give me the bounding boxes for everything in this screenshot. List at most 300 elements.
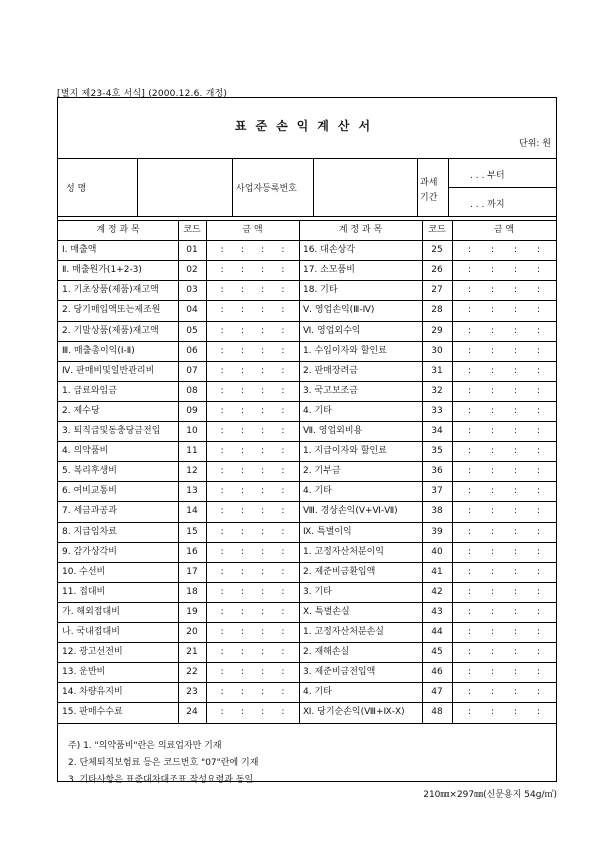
- amount-separator: :: [490, 526, 495, 537]
- amount-separator: :: [513, 506, 518, 517]
- amount-separator: :: [467, 486, 472, 497]
- divider: [57, 723, 557, 724]
- amount-separator: :: [467, 566, 472, 577]
- account-code: 06: [186, 345, 198, 356]
- amount-separator: :: [220, 325, 224, 336]
- amount-separator: :: [536, 566, 541, 577]
- amount-separator: :: [240, 566, 244, 577]
- amount-separator: :: [220, 405, 224, 416]
- note-line: 3. 기타사항은 표준대차대조표 작성요령과 동일: [68, 775, 254, 785]
- account-name: Ⅱ. 매출원가(1+2-3): [62, 265, 142, 276]
- amount-separator: :: [490, 667, 495, 678]
- amount-separator: :: [261, 526, 265, 537]
- account-code: 40: [431, 546, 443, 557]
- account-code: 18: [186, 586, 198, 597]
- amount-separator: :: [240, 707, 244, 718]
- divider: [206, 220, 207, 723]
- account-code: 44: [431, 627, 443, 637]
- account-code: 17: [186, 566, 198, 577]
- amount-separator: :: [281, 526, 285, 537]
- account-name: 9. 감가상각비: [62, 546, 117, 557]
- amount-separator: :: [240, 446, 244, 457]
- amount-separator: :: [490, 546, 495, 557]
- amount-separator: :: [536, 586, 541, 597]
- amount-separator: :: [220, 506, 224, 517]
- amount-separator: :: [281, 586, 285, 597]
- account-name: 1. 고정자산처분이익: [303, 546, 385, 557]
- amount-separator: :: [467, 707, 472, 718]
- amount-field: [458, 482, 550, 500]
- account-code: 30: [431, 345, 443, 356]
- account-code: 05: [186, 325, 198, 336]
- amount-separator: :: [536, 265, 541, 276]
- amount-field: [458, 462, 550, 480]
- amount-separator: :: [240, 285, 244, 296]
- account-header: 계 정 과 목: [96, 225, 140, 235]
- amount-field: [212, 523, 293, 541]
- amount-separator: :: [490, 265, 495, 276]
- amount-field: [458, 281, 550, 299]
- amount-field: [212, 462, 293, 480]
- amount-separator: :: [261, 506, 265, 517]
- account-header: 계 정 과 목: [338, 225, 383, 235]
- amount-separator: :: [513, 707, 518, 718]
- amount-separator: :: [490, 647, 495, 658]
- amount-field: [458, 583, 550, 601]
- account-name: 1. 고정자산처분손실: [303, 627, 385, 637]
- amount-field: [458, 502, 550, 520]
- amount-separator: :: [490, 566, 495, 577]
- code-header: 코드: [183, 225, 201, 235]
- amount-separator: :: [281, 265, 285, 276]
- account-code: 34: [431, 426, 443, 436]
- account-name: 3. 퇴직급및동충당금전입: [62, 426, 161, 436]
- account-code: 36: [431, 466, 443, 477]
- amount-separator: :: [281, 245, 285, 256]
- amount-separator: :: [281, 707, 285, 718]
- amount-separator: :: [240, 486, 244, 497]
- amount-separator: :: [513, 566, 518, 577]
- account-code: 33: [431, 405, 443, 416]
- amount-separator: :: [490, 345, 495, 356]
- amount-separator: :: [240, 606, 244, 617]
- amount-separator: :: [220, 426, 224, 436]
- amount-separator: :: [513, 546, 518, 557]
- amount-separator: :: [490, 466, 495, 477]
- amount-separator: :: [536, 325, 541, 336]
- account-name: 6. 여비교통비: [62, 486, 117, 497]
- amount-field: [458, 623, 550, 641]
- biz-no-label: 사업자등록번호: [236, 184, 297, 194]
- amount-separator: :: [281, 385, 285, 396]
- amount-separator: :: [281, 546, 285, 557]
- amount-field: [212, 382, 293, 400]
- amount-separator: :: [490, 285, 495, 296]
- amount-separator: :: [536, 526, 541, 537]
- amount-field: [458, 362, 550, 380]
- amount-separator: :: [490, 627, 495, 637]
- amount-separator: :: [240, 365, 244, 376]
- amount-separator: :: [536, 707, 541, 718]
- account-name: 15. 판매수수료: [62, 707, 123, 718]
- account-code: 04: [186, 305, 198, 316]
- amount-separator: :: [490, 486, 495, 497]
- amount-field: [212, 583, 293, 601]
- amount-field: [212, 603, 293, 621]
- account-code: 10: [186, 426, 198, 436]
- account-name: 2. 당기매입액또는제조원: [62, 305, 161, 316]
- amount-separator: :: [220, 345, 224, 356]
- amount-separator: :: [536, 305, 541, 316]
- account-code: 38: [431, 506, 443, 517]
- account-name: 1. 수입이자와 할인료: [303, 345, 387, 356]
- account-code: 02: [186, 265, 198, 276]
- amount-separator: :: [490, 245, 495, 256]
- amount-separator: :: [536, 667, 541, 678]
- notes: [68, 738, 258, 789]
- amount-separator: :: [220, 526, 224, 537]
- amount-separator: :: [513, 265, 518, 276]
- amount-field: [458, 422, 550, 440]
- amount-separator: :: [536, 687, 541, 698]
- account-code: 20: [186, 627, 198, 637]
- amount-separator: :: [281, 466, 285, 477]
- amount-separator: :: [281, 325, 285, 336]
- account-name: 12. 광고선전비: [62, 647, 123, 658]
- amount-field: [212, 442, 293, 460]
- period-label: 기간: [420, 193, 438, 203]
- account-code: 19: [186, 606, 198, 617]
- account-name: 16. 대손상각: [303, 245, 355, 256]
- paper-size-note: 210㎜×297㎜(신문용지 54g/㎡): [423, 790, 557, 800]
- code-header: 코드: [428, 225, 446, 235]
- amount-field: [458, 241, 550, 259]
- account-name: 5. 복리후생비: [62, 466, 117, 477]
- amount-separator: :: [513, 365, 518, 376]
- amount-separator: :: [240, 466, 244, 477]
- amount-separator: :: [536, 647, 541, 658]
- amount-separator: :: [536, 385, 541, 396]
- account-name: 11. 접대비: [62, 586, 106, 597]
- account-name: Ⅸ. 특별이익: [303, 526, 352, 537]
- amount-separator: :: [513, 245, 518, 256]
- account-code: 42: [431, 586, 443, 597]
- divider: [417, 158, 418, 216]
- amount-separator: :: [220, 365, 224, 376]
- account-code: 29: [431, 325, 443, 336]
- amount-separator: :: [513, 687, 518, 698]
- amount-separator: :: [281, 566, 285, 577]
- amount-separator: :: [467, 285, 472, 296]
- amount-separator: :: [467, 526, 472, 537]
- amount-separator: :: [281, 486, 285, 497]
- amount-separator: :: [467, 687, 472, 698]
- form-label: [별지 제23-4호 서식] (2000.12.6. 개정): [57, 89, 228, 99]
- amount-separator: :: [467, 305, 472, 316]
- amount-separator: :: [261, 687, 265, 698]
- amount-separator: :: [467, 466, 472, 477]
- amount-separator: :: [513, 405, 518, 416]
- amount-separator: :: [490, 305, 495, 316]
- amount-separator: :: [536, 365, 541, 376]
- page-title: 표준손익계산서: [234, 119, 380, 133]
- account-name: 3. 기타: [303, 586, 332, 597]
- account-code: 37: [431, 486, 443, 497]
- account-code: 46: [431, 667, 443, 678]
- amount-separator: :: [220, 606, 224, 617]
- amount-separator: :: [536, 486, 541, 497]
- amount-field: [212, 402, 293, 420]
- account-code: 21: [186, 647, 198, 658]
- account-name: 3. 제준비금전입액: [303, 667, 376, 678]
- amount-separator: :: [467, 606, 472, 617]
- period-from: . . . 부터: [470, 171, 505, 181]
- amount-separator: :: [467, 546, 472, 557]
- account-name: 2. 기말상품(제품)재고액: [62, 325, 159, 336]
- account-name: 8. 지급임차료: [62, 526, 117, 537]
- amount-separator: :: [490, 325, 495, 336]
- amount-field: [458, 683, 550, 701]
- amount-separator: :: [261, 405, 265, 416]
- amount-separator: :: [467, 426, 472, 436]
- amount-separator: :: [240, 426, 244, 436]
- account-name: 가. 해외접대비: [62, 606, 120, 617]
- amount-separator: :: [513, 305, 518, 316]
- amount-separator: :: [467, 405, 472, 416]
- account-name: 나. 국내접대비: [62, 627, 120, 637]
- account-name: 13. 운반비: [62, 667, 106, 678]
- divider: [448, 187, 557, 188]
- account-code: 07: [186, 365, 198, 376]
- amount-separator: :: [240, 265, 244, 276]
- account-name: Ⅷ. 경상손익(Ⅴ+Ⅵ-Ⅶ): [303, 506, 398, 517]
- amount-separator: :: [490, 586, 495, 597]
- account-code: 08: [186, 385, 198, 396]
- amount-separator: :: [513, 606, 518, 617]
- amount-separator: :: [513, 446, 518, 457]
- divider: [313, 158, 314, 216]
- account-code: 48: [431, 707, 443, 718]
- divider: [57, 158, 557, 159]
- amount-field: [212, 281, 293, 299]
- account-code: 23: [186, 687, 198, 698]
- name-label: 성 명: [66, 184, 87, 194]
- amount-separator: :: [261, 606, 265, 617]
- amount-separator: :: [467, 586, 472, 597]
- account-name: Ⅲ. 매출총이익(Ⅰ-Ⅱ): [62, 345, 135, 356]
- amount-separator: :: [220, 566, 224, 577]
- amount-separator: :: [536, 426, 541, 436]
- amount-field: [458, 523, 550, 541]
- amount-separator: :: [513, 385, 518, 396]
- amount-separator: :: [513, 627, 518, 637]
- amount-separator: :: [220, 546, 224, 557]
- amount-separator: :: [467, 446, 472, 457]
- amount-field: [212, 362, 293, 380]
- amount-separator: :: [261, 707, 265, 718]
- amount-field: [458, 563, 550, 581]
- account-code: 15: [186, 526, 198, 537]
- amount-separator: :: [536, 405, 541, 416]
- amount-separator: :: [240, 526, 244, 537]
- account-name: Ⅵ. 영업외수익: [303, 325, 361, 336]
- amount-separator: :: [467, 245, 472, 256]
- amount-separator: :: [240, 647, 244, 658]
- amount-separator: :: [490, 606, 495, 617]
- amount-field: [458, 442, 550, 460]
- amount-separator: :: [490, 426, 495, 436]
- account-name: 10. 수선비: [62, 566, 106, 577]
- amount-field: [212, 342, 293, 360]
- account-name: 17. 소모품비: [303, 265, 355, 276]
- amount-field: [212, 422, 293, 440]
- amount-separator: :: [240, 305, 244, 316]
- amount-separator: :: [513, 345, 518, 356]
- amount-separator: :: [490, 365, 495, 376]
- account-name: 4. 기타: [303, 687, 332, 698]
- amount-separator: :: [261, 285, 265, 296]
- amount-separator: :: [240, 245, 244, 256]
- amount-separator: :: [220, 245, 224, 256]
- amount-separator: :: [220, 305, 224, 316]
- amount-separator: :: [513, 426, 518, 436]
- account-code: 27: [431, 285, 443, 296]
- account-code: 32: [431, 385, 443, 396]
- amount-separator: :: [240, 405, 244, 416]
- amount-separator: :: [261, 546, 265, 557]
- divider: [452, 220, 453, 723]
- amount-separator: :: [536, 546, 541, 557]
- amount-separator: :: [281, 405, 285, 416]
- account-name: 1. 기초상품(제품)재고액: [62, 285, 159, 296]
- unit-label: 단위: 원: [519, 139, 551, 149]
- period-label: 과세: [420, 178, 438, 188]
- amount-separator: :: [536, 606, 541, 617]
- amount-separator: :: [261, 466, 265, 477]
- account-code: 31: [431, 365, 443, 376]
- amount-separator: :: [261, 647, 265, 658]
- amount-field: [458, 402, 550, 420]
- amount-separator: :: [261, 446, 265, 457]
- amount-field: [212, 322, 293, 340]
- amount-field: [212, 482, 293, 500]
- amount-separator: :: [220, 265, 224, 276]
- amount-separator: :: [536, 245, 541, 256]
- divider: [137, 158, 138, 216]
- amount-field: [212, 623, 293, 641]
- amount-separator: :: [261, 305, 265, 316]
- amount-separator: :: [467, 647, 472, 658]
- amount-header: 금 액: [242, 225, 263, 235]
- amount-field: [212, 563, 293, 581]
- amount-separator: :: [513, 647, 518, 658]
- amount-separator: :: [513, 586, 518, 597]
- amount-separator: :: [220, 667, 224, 678]
- account-code: 24: [186, 707, 198, 718]
- amount-separator: :: [261, 325, 265, 336]
- amount-separator: :: [281, 305, 285, 316]
- amount-field: [212, 663, 293, 681]
- amount-field: [212, 683, 293, 701]
- amount-separator: :: [220, 586, 224, 597]
- account-code: 03: [186, 285, 198, 296]
- amount-separator: :: [281, 667, 285, 678]
- account-code: 12: [186, 466, 198, 477]
- amount-field: [212, 502, 293, 520]
- amount-separator: :: [220, 486, 224, 497]
- amount-separator: :: [281, 647, 285, 658]
- account-name: 4. 기타: [303, 486, 332, 497]
- amount-field: [458, 603, 550, 621]
- amount-separator: :: [467, 345, 472, 356]
- account-name: 2. 제수당: [62, 405, 100, 416]
- amount-separator: :: [261, 566, 265, 577]
- account-name: 14. 차량유지비: [62, 687, 123, 698]
- amount-separator: :: [261, 667, 265, 678]
- amount-separator: :: [261, 365, 265, 376]
- amount-field: [212, 703, 293, 721]
- amount-field: [212, 241, 293, 259]
- account-name: Ⅹ. 특별손실: [303, 606, 350, 617]
- account-code: 14: [186, 506, 198, 517]
- amount-field: [458, 643, 550, 661]
- amount-separator: :: [281, 285, 285, 296]
- account-name: 18. 기타: [303, 285, 338, 296]
- amount-separator: :: [467, 365, 472, 376]
- account-name: Ⅴ. 영업손익(Ⅲ-Ⅳ): [303, 305, 375, 316]
- account-code: 01: [186, 245, 198, 256]
- account-code: 47: [431, 687, 443, 698]
- account-name: Ⅰ. 매출액: [62, 245, 97, 256]
- amount-separator: :: [536, 627, 541, 637]
- amount-field: [212, 543, 293, 561]
- amount-separator: :: [220, 647, 224, 658]
- amount-separator: :: [240, 325, 244, 336]
- amount-separator: :: [261, 627, 265, 637]
- amount-separator: :: [240, 627, 244, 637]
- amount-field: [458, 342, 550, 360]
- amount-field: [458, 301, 550, 319]
- amount-separator: :: [261, 245, 265, 256]
- account-code: 16: [186, 546, 198, 557]
- amount-separator: :: [281, 426, 285, 436]
- amount-separator: :: [240, 586, 244, 597]
- account-code: 25: [431, 245, 443, 256]
- account-code: 22: [186, 667, 198, 678]
- account-name: Ⅺ. 당기순손익(Ⅷ+Ⅸ-Ⅹ): [303, 707, 405, 718]
- amount-separator: :: [490, 446, 495, 457]
- account-name: 4. 기타: [303, 405, 332, 416]
- amount-separator: :: [281, 365, 285, 376]
- account-name: Ⅳ. 판매비및일반관리비: [62, 365, 155, 376]
- amount-header: 금 액: [493, 225, 515, 235]
- amount-separator: :: [281, 446, 285, 457]
- amount-separator: :: [490, 687, 495, 698]
- account-code: 43: [431, 606, 443, 617]
- amount-separator: :: [240, 667, 244, 678]
- account-name: 2. 기부금: [303, 466, 341, 477]
- amount-separator: :: [513, 667, 518, 678]
- amount-field: [458, 261, 550, 279]
- amount-separator: :: [240, 546, 244, 557]
- amount-separator: :: [240, 687, 244, 698]
- amount-separator: :: [261, 385, 265, 396]
- period-to: . . . 까지: [470, 200, 505, 210]
- amount-separator: :: [281, 687, 285, 698]
- amount-separator: :: [536, 466, 541, 477]
- amount-separator: :: [261, 345, 265, 356]
- account-name: 2. 제준비금환입액: [303, 566, 376, 577]
